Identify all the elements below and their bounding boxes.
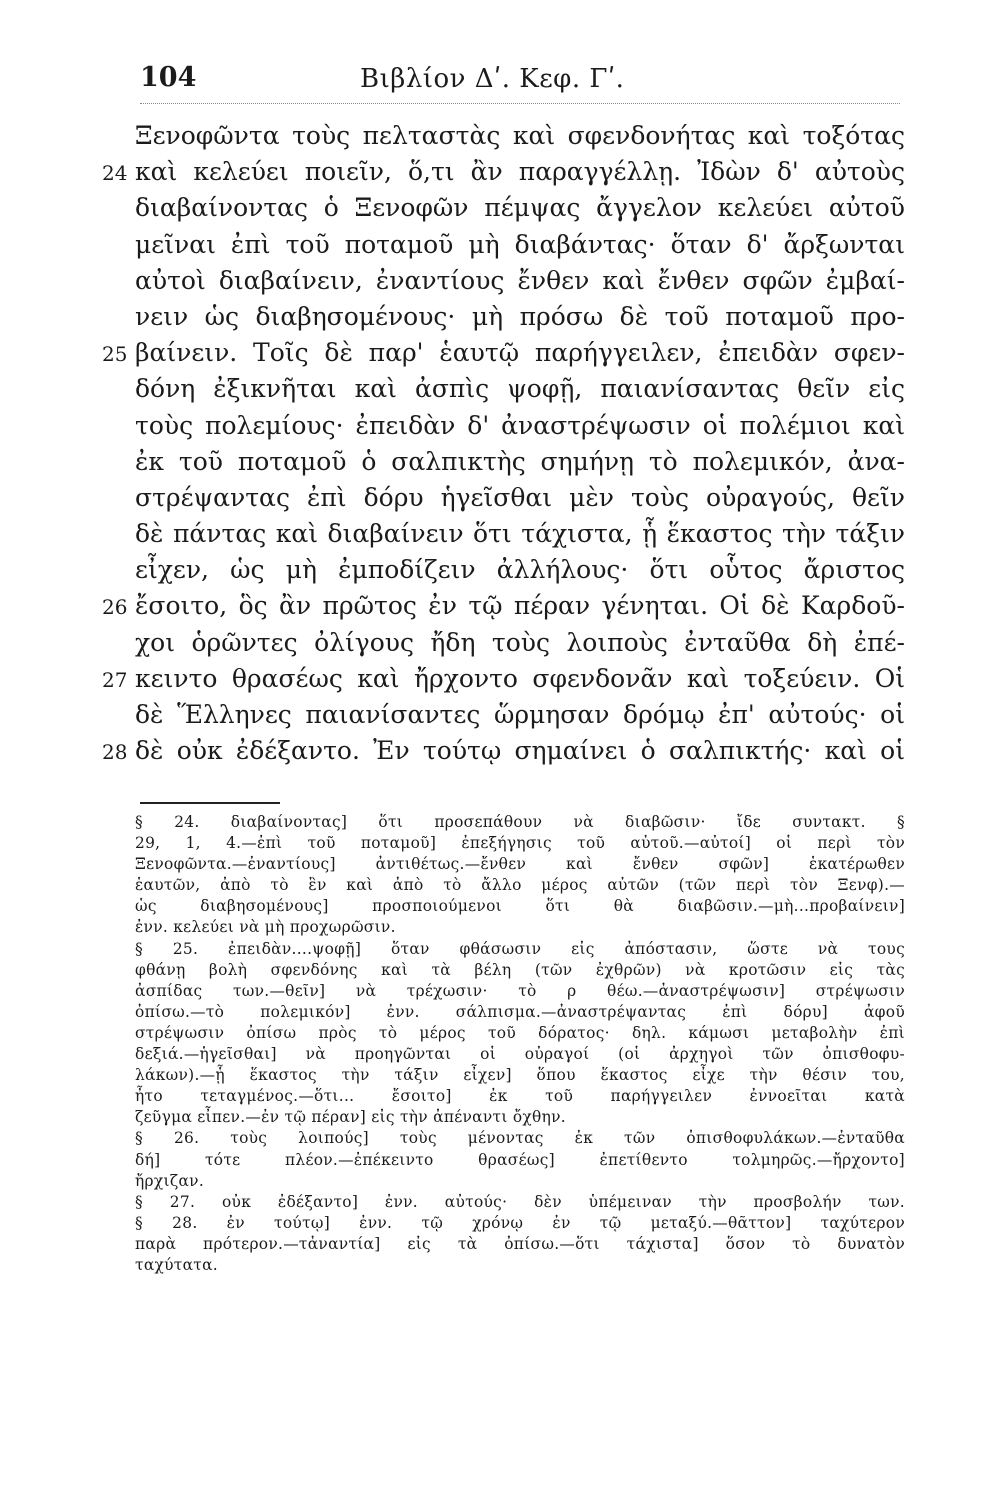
header-rule <box>140 103 900 104</box>
text-line <box>102 733 905 769</box>
footnote-line: δεξιά.—ἡγεῖσθαι] νὰ προηγῶνται οἱ οὐραγοί (οἱ ἀρχηγοὶ τῶν ὀπισθοφυ- <box>135 1045 905 1064</box>
text-line <box>102 661 905 697</box>
footnote-line: ἀσπίδας των.—θεῖν] νὰ τρέχωσιν· τὸ ρ θέω.—ἀναστρέψωσιν] στρέψωσιν <box>135 981 905 1000</box>
line-text: μεῖναι ἐπὶ τοῦ ποταμοῦ μὴ διαβάντας· ὅταν δ' ἄρξωνται <box>135 229 905 259</box>
line-text: δὲ πάντας καὶ διαβαίνειν ὅτι τάχιστα, ᾗ ἕκαστος τὴν τάξιν <box>135 519 905 549</box>
line-number: 24 <box>102 161 128 186</box>
footnote-line: § 27. οὐκ ἐδέξαντο] ἐνν. αὐτούς· δὲν ὑπέμειναν τὴν προσβολήν των. <box>135 1192 905 1211</box>
line-text: αὐτοὶ διαβαίνειν, ἐναντίους ἔνθεν καὶ ἔνθεν σφῶν ἐμβαί- <box>135 265 905 295</box>
line-number: 25 <box>102 342 128 367</box>
line-text: Ξενοφῶντα τοὺς πελταστὰς καὶ σφενδονήτας καὶ τοξότας <box>135 121 905 150</box>
line-text: κειντο θρασέως καὶ ἤρχοντο σφενδονᾶν καὶ τοξεύειν. Οἱ <box>135 663 905 693</box>
text-line <box>135 697 905 733</box>
line-text: δόνη ἐξικνῆται καὶ ἀσπὶς ψοφῇ, παιανίσαντας θεῖν εἰς <box>135 374 905 404</box>
text-line <box>135 625 905 661</box>
page-header <box>140 62 900 102</box>
running-title: Βιβλίον Δʹ. Κεφ. Γʹ. <box>360 64 625 94</box>
text-line <box>102 154 905 190</box>
line-text: νειν ὡς διαβησομένους· μὴ πρόσω δὲ τοῦ ποταμοῦ προ- <box>135 301 905 331</box>
line-text: διαβαίνοντας ὁ Ξενοφῶν πέμψας ἄγγελον κελεύει αὐτοῦ <box>135 193 905 223</box>
footnote-rule <box>140 802 280 804</box>
line-text: εἶχεν, ὡς μὴ ἐμποδίζειν ἀλλήλους· ὅτι οὗτος ἄριστος <box>135 555 905 585</box>
line-number: 26 <box>102 595 128 620</box>
text-line <box>102 335 905 371</box>
line-text: χοι ὁρῶντες ὀλίγους ἤδη τοὺς λοιποὺς ἐνταῦθα δὴ ἐπέ- <box>135 627 905 657</box>
text-line <box>135 552 905 588</box>
footnotes <box>135 812 905 1276</box>
main-text <box>102 118 905 769</box>
footnote-line: ζεῦγμα εἶπεν.—ἐν τῷ πέραν] εἰς τὴν ἀπέναντι ὄχθην. <box>135 1108 566 1127</box>
footnote-line: φθάνῃ βολὴ σφενδόνης καὶ τὰ βέλη (τῶν ἐχθρῶν) νὰ κροτῶσιν εἰς τὰς <box>135 960 905 979</box>
line-text: ἐκ τοῦ ποταμοῦ ὁ σαλπικτὴς σημήνῃ τὸ πολεμικόν, ἀνα- <box>135 446 905 476</box>
footnote-line: στρέψωσιν ὀπίσω πρὸς τὸ μέρος τοῦ δόρατος· δηλ. κάμωσι μεταβολὴν ἐπὶ <box>135 1023 905 1042</box>
line-number: 27 <box>102 667 128 692</box>
line-text: ἔσοιτο, ὃς ἂν πρῶτος ἐν τῷ πέραν γένηται. Οἱ δὲ Καρδοῦ- <box>135 591 905 621</box>
line-text: καὶ κελεύει ποιεῖν, ὅ,τι ἂν παραγγέλλῃ. Ἰδὼν δ' αὐτοὺς <box>135 157 905 187</box>
footnote-line: ἐνν. κελεύει νὰ μὴ προχωρῶσιν. <box>135 918 396 937</box>
footnote-line: 29, 1, 4.—ἐπὶ τοῦ ποταμοῦ] ἐπεξήγησις τοῦ αὐτοῦ.—αὐτοί] οἱ περὶ τὸν <box>135 834 905 853</box>
footnote-line: Ξενοφῶντα.—ἐναντίους] ἀντιθέτως.—ἔνθεν καὶ ἔνθεν σφῶν] ἑκατέρωθεν <box>135 855 905 874</box>
page-number: 104 <box>140 62 197 93</box>
footnote-line: λάκων).—ᾗ ἕκαστος τὴν τάξιν εἶχεν] ὅπου ἕκαστος εἶχε τὴν θέσιν του, <box>135 1066 905 1085</box>
footnote-line: ἦτο τεταγμένος.—ὅτι... ἔσοιτο] ἐκ τοῦ παρήγγειλεν ἐννοεῖται κατὰ <box>135 1087 905 1106</box>
footnote-line: δή] τότε πλέον.—ἐπέκειντο θρασέως] ἐπετίθεντο τολμηρῶς.—ἤρχοντο] <box>135 1150 905 1169</box>
text-line <box>135 516 905 552</box>
line-text: στρέψαντας ἐπὶ δόρυ ἡγεῖσθαι μὲν τοὺς οὐραγούς, θεῖν <box>135 482 905 512</box>
text-line <box>135 444 905 480</box>
text-line <box>135 408 905 444</box>
text-line <box>135 299 905 335</box>
footnote-line: ἑαυτῶν, ἀπὸ τὸ ἓν καὶ ἀπὸ τὸ ἄλλο μέρος αὐτῶν (τῶν περὶ τὸν Ξενφ).— <box>135 876 905 895</box>
footnote-line: § 28. ἐν τούτῳ] ἐνν. τῷ χρόνῳ ἐν τῷ μεταξύ.—θᾶττον] ταχύτερον <box>135 1213 905 1232</box>
text-line <box>102 588 905 624</box>
text-line <box>135 480 905 516</box>
text-line <box>135 263 905 299</box>
text-line <box>135 371 905 407</box>
line-text: δὲ οὐκ ἐδέξαντο. Ἐν τούτῳ σημαίνει ὁ σαλπικτής· καὶ οἱ <box>135 736 905 766</box>
footnote-line: ταχύτατα. <box>135 1255 218 1274</box>
text-line <box>135 118 905 154</box>
text-line <box>135 190 905 226</box>
footnote-line: § 25. ἐπειδὰν....ψοφῇ] ὅταν φθάσωσιν εἰς ἀπόστασιν, ὥστε νὰ τους <box>135 939 905 958</box>
line-text: τοὺς πολεμίους· ἐπειδὰν δ' ἀναστρέψωσιν οἱ πολέμιοι καὶ <box>135 410 905 440</box>
footnote-line: ὀπίσω.—τὸ πολεμικόν] ἐνν. σάλπισμα.—ἀναστρέψαντας ἐπὶ δόρυ] ἀφοῦ <box>135 1002 905 1021</box>
line-number: 28 <box>102 740 128 765</box>
footnote-line: § 24. διαβαίνοντας] ὅτι προσεπάθουν νὰ διαβῶσιν· ἴδε συντακτ. § <box>135 813 905 831</box>
line-text: δὲ Ἕλληνες παιανίσαντες ὥρμησαν δρόμῳ ἐπ' αὐτούς· οἱ <box>135 700 905 729</box>
line-text: βαίνειν. Τοῖς δὲ παρ' ἑαυτῷ παρήγγειλεν, ἐπειδὰν σφεν- <box>135 338 905 368</box>
footnote-line: παρὰ πρότερον.—τἀναντία] εἰς τὰ ὀπίσω.—ὅτι τάχιστα] ὅσον τὸ δυνατὸν <box>135 1234 905 1253</box>
footnote-line: § 26. τοὺς λοιπούς] τοὺς μένοντας ἐκ τῶν ὀπισθοφυλάκων.—ἐνταῦθα <box>135 1129 905 1148</box>
footnote-line: ἤρχιζαν. <box>135 1171 205 1190</box>
text-line <box>135 227 905 263</box>
footnote-line: ὡς διαβησομένους] προσποιούμενοι ὅτι θὰ διαβῶσιν.—μὴ...προβαίνειν] <box>135 897 905 916</box>
